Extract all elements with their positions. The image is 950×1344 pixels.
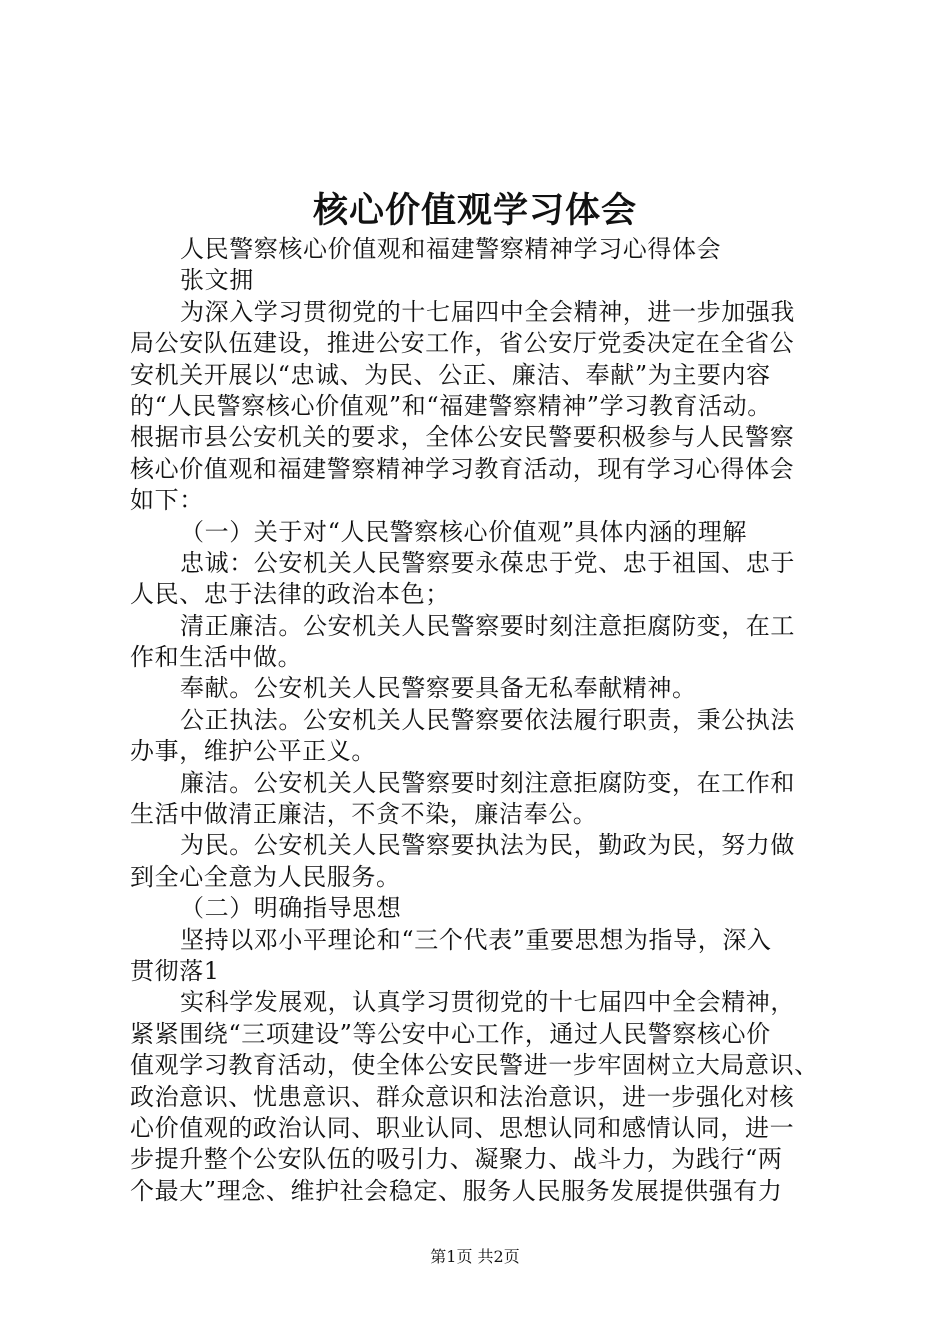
text-line: 安机关开展以“忠诚、为民、公正、廉洁、奉献”为主要内容 — [130, 360, 771, 389]
text-line: 到全心全意为人民服务。 — [130, 862, 401, 891]
document-body — [130, 234, 842, 1207]
text-line: （一）关于对“人民警察核心价值观”具体内涵的理解 — [180, 517, 747, 546]
document-title: 核心价值观学习体会 — [312, 190, 637, 231]
page-footer: 第1页 共2页 — [430, 1247, 520, 1266]
text-line: 公正执法。公安机关人民警察要依法履行职责，秉公执法 — [180, 705, 795, 734]
text-line: 办事，维护公平正义。 — [130, 737, 376, 766]
text-line: 政治意识、忧患意识、群众意识和法治意识，进一步强化对核 — [130, 1082, 795, 1111]
text-line: 心价值观的政治认同、职业认同、思想认同和感情认同，进一 — [130, 1113, 795, 1142]
text-line: 核心价值观和福建警察精神学习教育活动，现有学习心得体会 — [130, 454, 795, 483]
text-line: 为民。公安机关人民警察要执法为民，勤政为民，努力做 — [180, 831, 795, 860]
text-line: 为深入学习贯彻党的十七届四中全会精神，进一步加强我 — [180, 297, 795, 326]
text-line: 贯彻落1 — [130, 956, 220, 985]
text-line: （二）明确指导思想 — [180, 894, 402, 923]
text-line: 张文拥 — [180, 266, 254, 295]
text-line: 根据市县公安机关的要求，全体公安民警要积极参与人民警察 — [130, 423, 795, 452]
text-line: 如下： — [130, 486, 204, 515]
text-line: 奉献。公安机关人民警察要具备无私奉献精神。 — [180, 674, 697, 703]
text-line: 个最大”理念、维护社会稳定、服务人民服务发展提供强有力 — [130, 1176, 783, 1205]
text-line: 人民、忠于法律的政治本色； — [130, 580, 450, 609]
text-line: 步提升整个公安队伍的吸引力、凝聚力、战斗力，为践行“两 — [130, 1145, 783, 1174]
text-line: 清正廉洁。公安机关人民警察要时刻注意拒腐防变，在工 — [180, 611, 795, 640]
text-line: 坚持以邓小平理论和“三个代表”重要思想为指导，深入 — [180, 925, 772, 954]
text-line: 局公安队伍建设，推进公安工作，省公安厅党委决定在全省公 — [130, 329, 795, 358]
text-line: 实科学发展观，认真学习贯彻党的十七届四中全会精神， — [180, 988, 795, 1017]
text-line: 人民警察核心价值观和福建警察精神学习心得体会 — [180, 235, 722, 263]
text-line: 的“人民警察核心价值观”和“福建警察精神”学习教育活动。 — [130, 391, 772, 420]
text-line: 作和生活中做。 — [130, 643, 303, 672]
text-line: 忠诚：公安机关人民警察要永葆忠于党、忠于祖国、忠于 — [180, 548, 795, 577]
text-line: 生活中做清正廉洁，不贪不染，廉洁奉公。 — [130, 800, 598, 829]
text-line: 紧紧围绕“三项建设”等公安中心工作，通过人民警察核心价 — [130, 1019, 771, 1048]
text-line: 值观学习教育活动，使全体公安民警进一步牢固树立大局意识、 — [130, 1051, 819, 1080]
text-line: 廉洁。公安机关人民警察要时刻注意拒腐防变，在工作和 — [180, 768, 795, 797]
